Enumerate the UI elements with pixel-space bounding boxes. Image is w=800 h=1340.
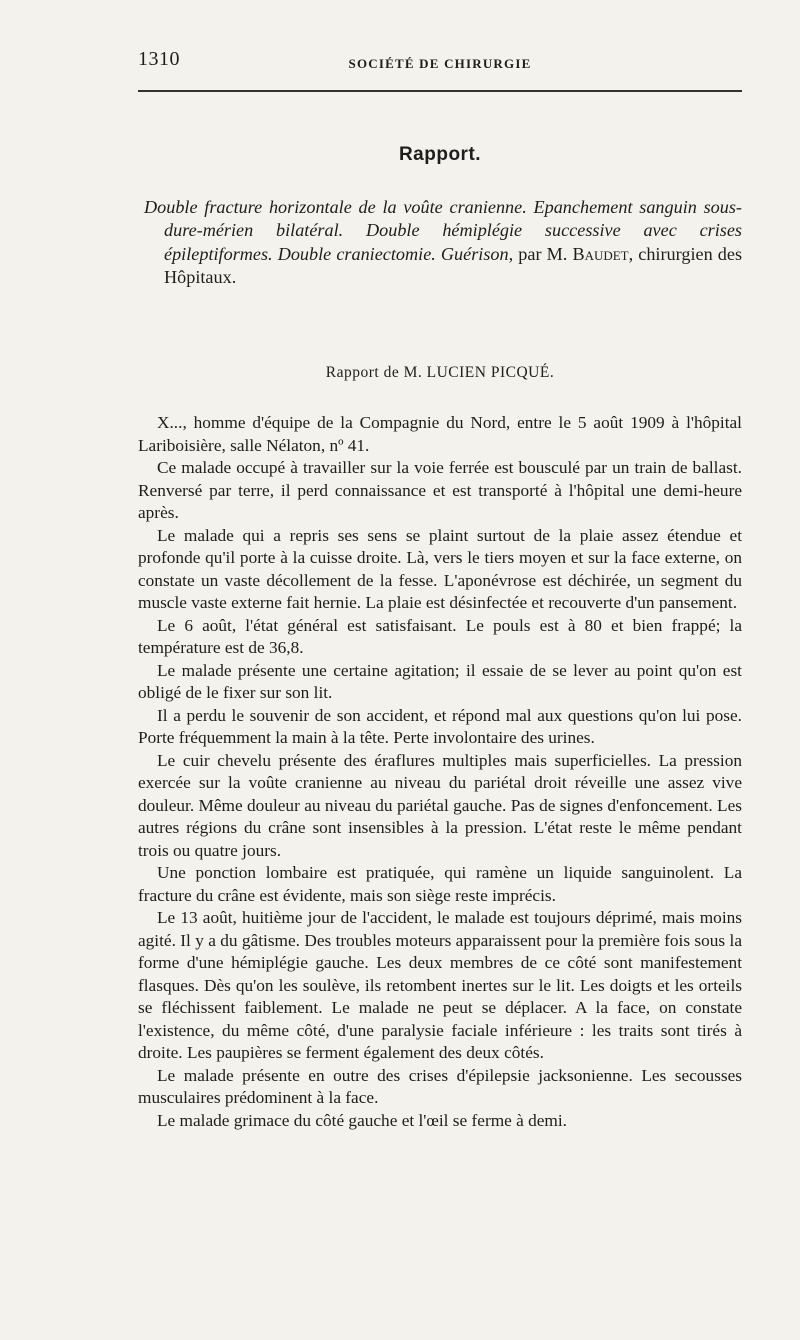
document-page <box>138 48 743 1130</box>
paragraph: Le malade présente en outre des crises d'épilepsie jacksonienne. Les secousses musculaires prédominent à la face. <box>138 1065 742 1107</box>
page-number: 1310 <box>138 48 180 70</box>
body-text <box>138 412 742 1132</box>
section-title: Rapport. <box>398 144 482 165</box>
paragraph: Le cuir chevelu présente des éraflures multiples mais superficielles. La pression exercée sur la voûte cranienne au niveau du pariétal droit réveille une assez vive douleur. Même douleur au niveau du pariétal gauche. Pas de signes d'enfoncement. Les autres régions du crâne sont insensibles à la pression. L'état reste le même pendant trois ou quatre jours. <box>138 750 742 860</box>
author-name: Baudet <box>572 243 629 264</box>
paragraph: Le malade présente une certaine agitation; il essaie de se lever au point qu'on est obligé de le fixer sur son lit. <box>138 660 742 702</box>
page-header <box>138 48 742 78</box>
author-suffix: , chirurgien des Hôpitaux. <box>164 243 743 288</box>
paragraph: Le 13 août, huitième jour de l'accident, le malade est toujours déprimé, mais moins agité. Il y a du gâtisme. Des troubles moteurs apparaissent pour la première fois sous la forme d'une hémiplégie gauche. Les deux membres de ce côté sont manifestement flasques. Dès qu'on les soulève, ils retombent inertes sur le lit. Les doigts et les orteils se fléchissent faiblement. Le malade ne peut se déplacer. A la face, on constate l'existence, du même côté, d'une paralysie faciale inférieure : les traits sont tirés à droite. Les paupières se ferment également des deux côtés. <box>138 908 742 1062</box>
header-rule <box>138 90 742 92</box>
running-head: SOCIÉTÉ DE CHIRURGIE <box>348 56 532 71</box>
paragraph: Le 6 août, l'état général est satisfaisant. Le pouls est à 80 et bien frappé; la température est de 36,8. <box>138 615 742 657</box>
article-abstract <box>144 196 742 290</box>
paragraph: Le malade grimace du côté gauche et l'œil se ferme à demi. <box>157 1110 567 1130</box>
paragraph: Ce malade occupé à travailler sur la voie ferrée est bousculé par un train de ballast. Renversé par terre, il perd connaissance et est transporté à l'hôpital une demi-heure après. <box>138 458 742 522</box>
paragraph: X..., homme d'équipe de la Compagnie du Nord, entre le 5 août 1909 à l'hôpital Lariboisière, salle Nélaton, nº 41. <box>138 413 742 455</box>
author-prefix: par M. <box>518 243 568 264</box>
paragraph: Une ponction lombaire est pratiquée, qui ramène un liquide sanguinolent. La fracture du crâne est évidente, mais son siège reste imprécis. <box>138 863 742 905</box>
reporter-line: Rapport de M. LUCIEN PICQUÉ. <box>325 364 555 381</box>
abstract-title: Double fracture horizontale de la voûte cranienne. Epanchement sanguin sous-dure-mérien bilatéral. Double hémiplégie successive avec crises épileptiformes. Double craniectomie. Guérison, <box>144 197 742 264</box>
paragraph: Le malade qui a repris ses sens se plaint surtout de la plaie assez étendue et profonde qu'il porte à la cuisse droite. Là, vers le tiers moyen et sur la face externe, on constate un vaste décollement de la fesse. L'aponévrose est déchirée, un segment du muscle vaste externe fait hernie. La plaie est désinfectée et recouverte d'un pansement. <box>138 525 742 612</box>
paragraph: Il a perdu le souvenir de son accident, et répond mal aux questions qu'on lui pose. Porte fréquemment la main à la tête. Perte involontaire des urines. <box>138 705 742 747</box>
